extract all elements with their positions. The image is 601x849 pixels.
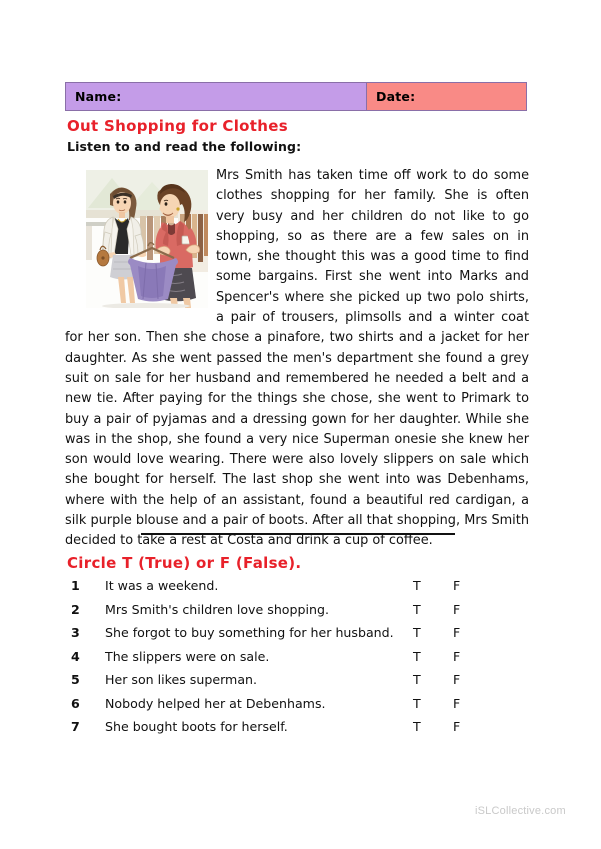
name-date-table (65, 82, 527, 111)
question-text: The slippers were on sale. (105, 648, 270, 664)
question-row (65, 578, 530, 602)
question-row (65, 719, 530, 743)
answer-false-option[interactable]: F (453, 695, 461, 711)
instruction-text: Listen to and read the following: (67, 139, 302, 154)
questions-heading: Circle T (True) or F (False). (67, 554, 302, 572)
question-text: It was a weekend. (105, 578, 219, 593)
question-row (65, 672, 530, 696)
answer-false-option[interactable]: F (453, 578, 461, 593)
question-text: Mrs Smith's children love shopping. (105, 601, 329, 617)
date-field-cell[interactable] (367, 83, 526, 110)
question-text: She bought boots for herself. (105, 719, 288, 734)
answer-false-option[interactable]: F (453, 625, 461, 640)
answer-false-option[interactable]: F (453, 719, 461, 734)
page-title: Out Shopping for Clothes (67, 117, 288, 135)
two-women-shopping-illustration (86, 170, 208, 308)
question-row (65, 625, 530, 649)
question-text: She forgot to buy something for her husband. (105, 625, 394, 640)
question-number: 3 (71, 625, 80, 640)
question-text: Her son likes superman. (105, 672, 258, 687)
date-label: Date: (376, 89, 416, 104)
answer-false-option[interactable]: F (453, 648, 461, 664)
name-field-cell[interactable] (66, 83, 367, 110)
answer-false-option[interactable]: F (453, 601, 461, 617)
answer-true-option[interactable]: T (413, 719, 421, 734)
answer-true-option[interactable]: T (413, 672, 421, 687)
question-number: 6 (71, 695, 80, 711)
question-number: 1 (71, 578, 80, 593)
reading-passage (65, 166, 529, 552)
question-row (65, 696, 530, 720)
question-row (65, 602, 530, 626)
answer-true-option[interactable]: T (413, 601, 421, 617)
name-label: Name: (75, 89, 122, 104)
question-number: 7 (71, 719, 80, 734)
passage-text: Mrs Smith has taken time off work to do some clothes shopping for her family. She is often very busy and her children do not like to go shopping, so as there are a few sales on in town, she thought this was a good time to find some bargains. First she went into Marks and Spencer's where she picked up two polo shirts, a pair of trousers, plimsolls and a winter coat for her son. Then she chose a pinafore, two shirts and a jacket for her daughter. As she went passed the men's department she found a grey suit on sale for her husband and remembered he needed a belt and a new tie. After paying for the things she chose, she went to Primark to buy a pair of pyjamas and a dressing gown for her daughter. While she was in the shop, she found a very nice Superman onesie she knew her son would love wearing. There were also lovely slippers on sale which she bought for herself. The last shop she went into was Debenhams, where with the help of an assistant, found a beautiful red cardigan, a silk purple blouse and a pair of boots. After all that shopping, Mrs Smith decided to take a rest at Costa and drink a cup of coffee. (65, 168, 529, 549)
answer-true-option[interactable]: T (413, 648, 421, 664)
question-text: Nobody helped her at Debenhams. (105, 695, 326, 711)
question-number: 5 (71, 672, 80, 687)
answer-false-option[interactable]: F (453, 672, 461, 687)
question-number: 4 (71, 648, 80, 664)
answer-true-option[interactable]: T (413, 578, 421, 593)
question-number: 2 (71, 601, 80, 617)
answer-true-option[interactable]: T (413, 695, 421, 711)
question-row (65, 649, 530, 673)
section-divider (141, 533, 455, 535)
answer-true-option[interactable]: T (413, 625, 421, 640)
true-false-question-list (65, 578, 530, 743)
site-watermark: iSLCollective.com (475, 805, 566, 817)
